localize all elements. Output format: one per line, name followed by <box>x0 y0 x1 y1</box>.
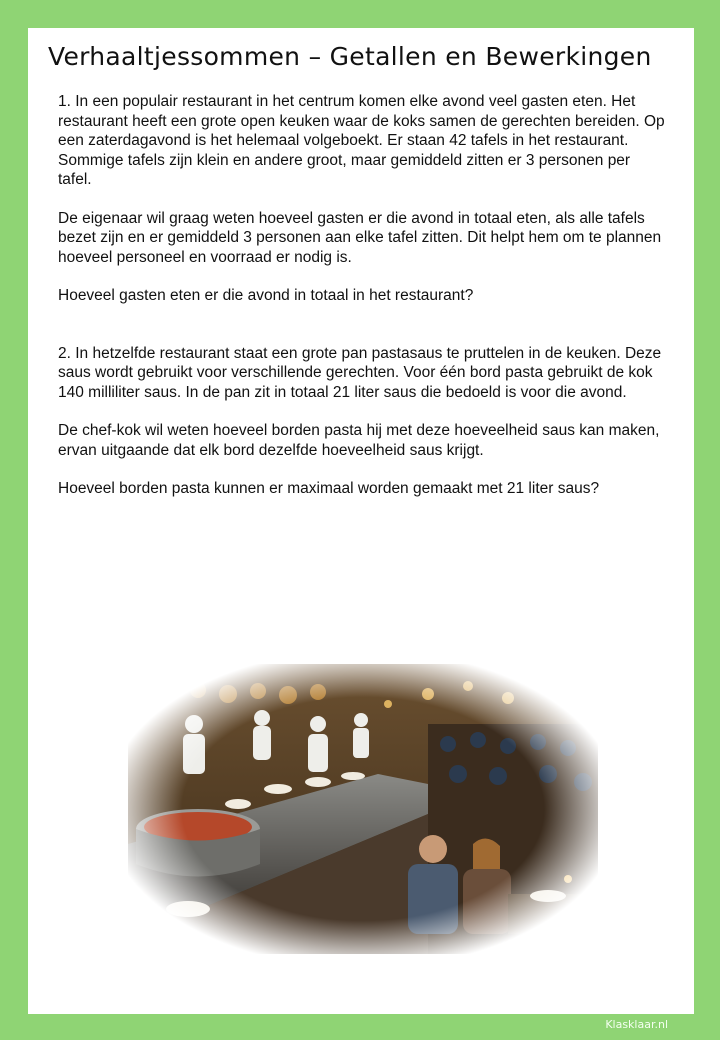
problem-2-paragraph-2: De chef-kok wil weten hoeveel borden pasta hij met deze hoeveelheid saus kan maken, ervan uitgaande dat elk bord dezelfde hoeveelheid saus krijgt. <box>58 422 660 459</box>
problem-2-question: Hoeveel borden pasta kunnen er maximaal worden gemaakt met 21 liter saus? <box>58 480 600 497</box>
worksheet-page <box>28 28 694 1014</box>
problem-1-question: Hoeveel gasten eten er die avond in totaal in het restaurant? <box>58 287 474 304</box>
page-title: Verhaaltjessommen – Getallen en Bewerkingen <box>48 42 652 71</box>
problem-1-paragraph-1: 1. In een populair restaurant in het centrum komen elke avond veel gasten eten. Het restaurant heeft een grote open keuken waar de koks samen de gerechten bereiden. Op een zaterdagavond is het helemaal volgeboekt. Er staan 42 tafels in het restaurant. Sommige tafels zijn klein en andere groot, maar gemiddeld zitten er 3 personen per tafel. <box>58 93 665 188</box>
footer-brand: Klasklaar.nl <box>605 1018 668 1031</box>
problem-1-paragraph-2: De eigenaar wil graag weten hoeveel gasten er die avond in totaal eten, als alle tafels bezet zijn en er gemiddeld 3 personen aan elke tafel zitten. Dit helpt hem om te plannen hoeveel personeel en voorraad er nodig is. <box>58 209 662 266</box>
restaurant-illustration <box>128 664 598 954</box>
worksheet-content <box>58 92 666 499</box>
restaurant-kitchen-image <box>128 664 598 954</box>
problem-2-paragraph-1: 2. In hetzelfde restaurant staat een grote pan pastasaus te pruttelen in de keuken. Deze saus wordt gebruikt voor verschillende gerechten. Voor één bord pasta gebruikt de kok 140 milliliter saus. In de pan zit in totaal 21 liter saus die bedoeld is voor die avond. <box>58 344 662 401</box>
